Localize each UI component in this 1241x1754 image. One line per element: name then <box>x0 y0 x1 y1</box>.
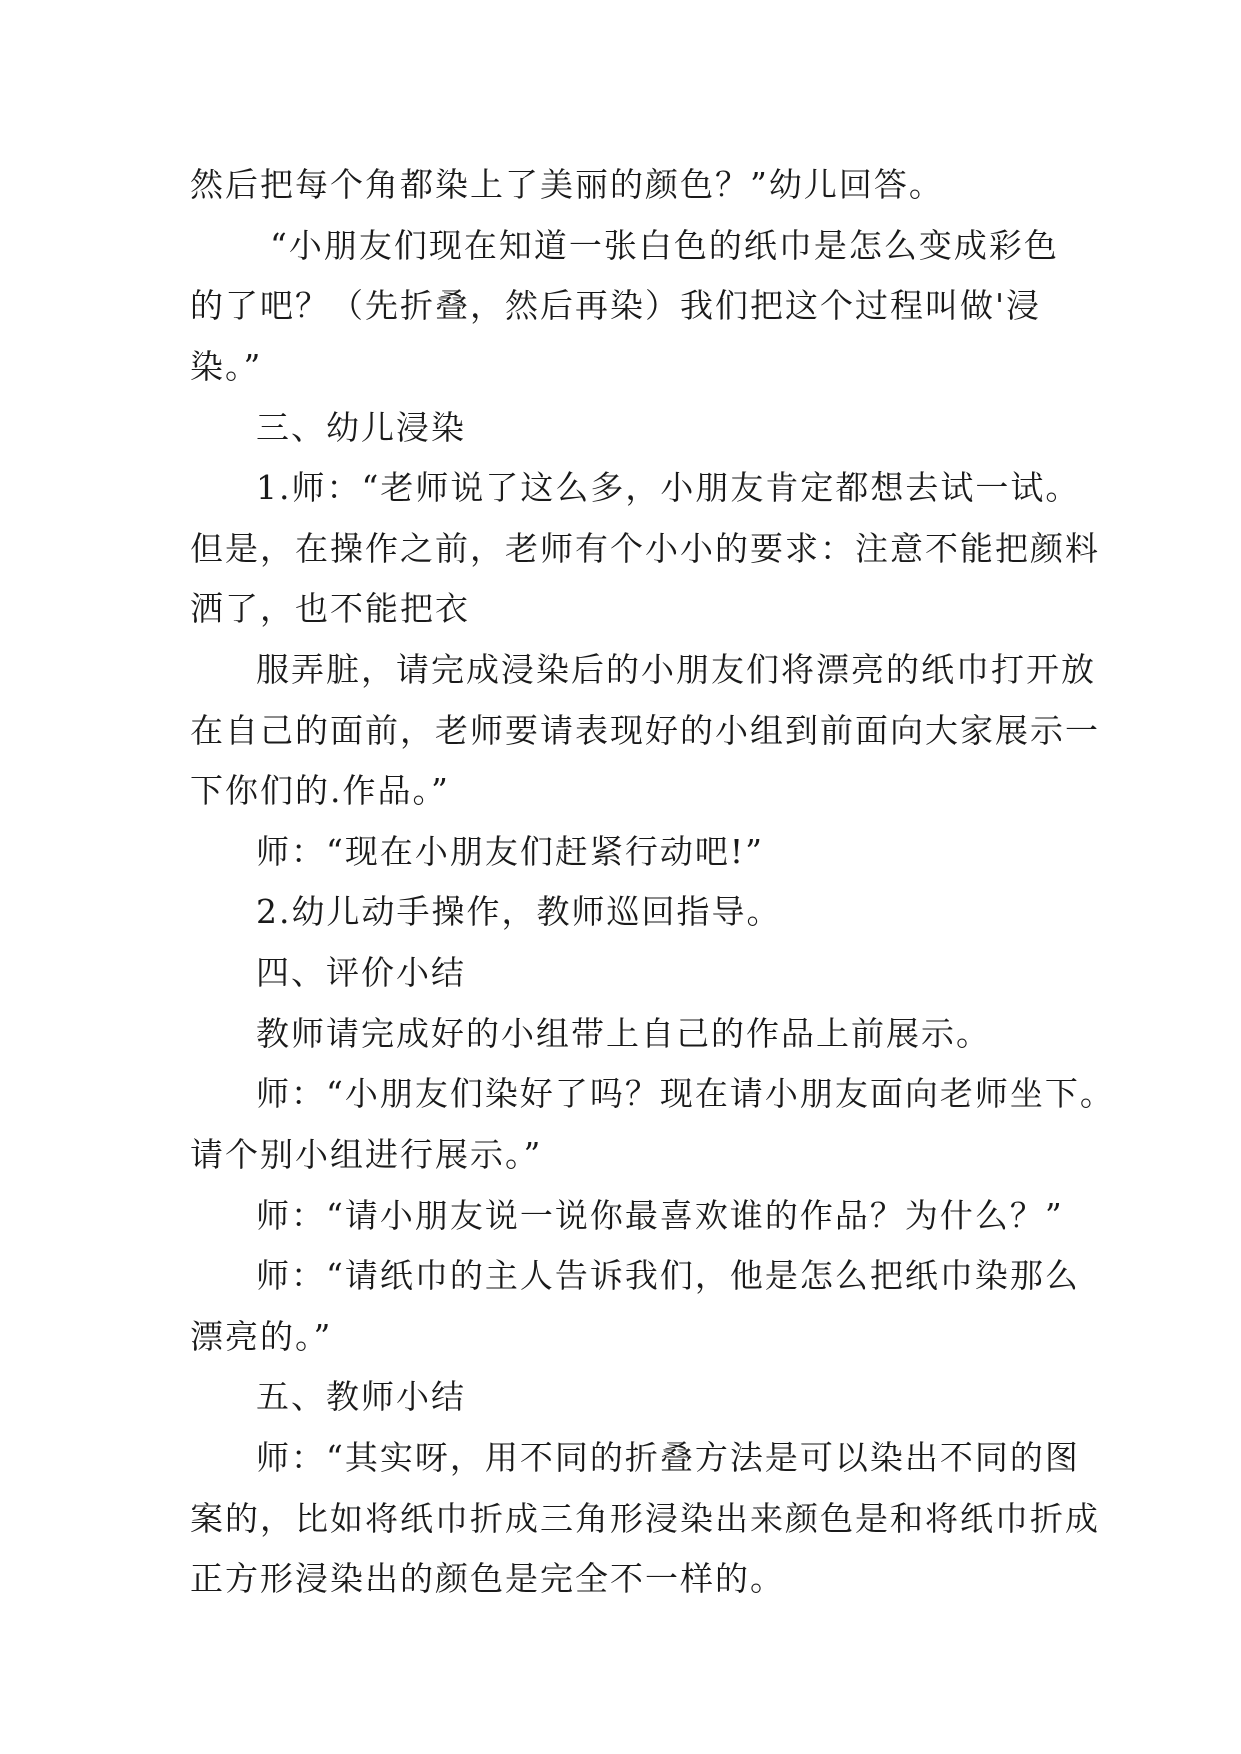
text-line: 2.幼儿动手操作，教师巡回指导。 <box>256 892 782 931</box>
text-line: 教师请完成好的小组带上自己的作品上前展示。 <box>256 1014 991 1053</box>
text-line: “小朋友们现在知道一张白色的纸巾是怎么变成彩色 <box>270 226 1059 265</box>
section-heading: 三、幼儿浸染 <box>256 408 466 447</box>
text-line: 师：“小朋友们染好了吗？现在请小朋友面向老师坐下。 <box>256 1074 1115 1113</box>
section-heading: 五、教师小结 <box>256 1377 466 1416</box>
text-line: 下你们的.作品。” <box>190 771 450 810</box>
text-line: 案的，比如将纸巾折成三角形浸染出来颜色是和将纸巾折成 <box>190 1499 1100 1538</box>
text-line: 师：“其实呀，用不同的折叠方法是可以染出不同的图 <box>256 1438 1080 1477</box>
text-line: 服弄脏，请完成浸染后的小朋友们将漂亮的纸巾打开放 <box>256 650 1096 689</box>
text-line: 染。” <box>190 347 263 386</box>
text-line: 正方形浸染出的颜色是完全不一样的。 <box>190 1559 785 1598</box>
text-line: 师：“现在小朋友们赶紧行动吧!” <box>256 832 765 871</box>
text-line: 师：“请纸巾的主人告诉我们，他是怎么把纸巾染那么 <box>256 1256 1080 1295</box>
text-line: 1.师：“老师说了这么多，小朋友肯定都想去试一试。 <box>256 468 1081 507</box>
text-line: 洒了，也不能把衣 <box>190 589 470 628</box>
text-line: 师：“请小朋友说一说你最喜欢谁的作品？为什么？” <box>256 1196 1064 1235</box>
text-line: 在自己的面前，老师要请表现好的小组到前面向大家展示一 <box>190 711 1100 750</box>
text-line: 的了吧？（先折叠，然后再染）我们把这个过程叫做'浸 <box>190 286 1042 325</box>
text-line: 请个别小组进行展示。” <box>190 1135 543 1174</box>
text-line: 但是，在操作之前，老师有个小小的要求：注意不能把颜料 <box>190 529 1100 568</box>
text-line: 然后把每个角都染上了美丽的颜色？”幼儿回答。 <box>190 165 944 204</box>
section-heading: 四、评价小结 <box>256 953 466 992</box>
text-line: 漂亮的。” <box>190 1317 333 1356</box>
